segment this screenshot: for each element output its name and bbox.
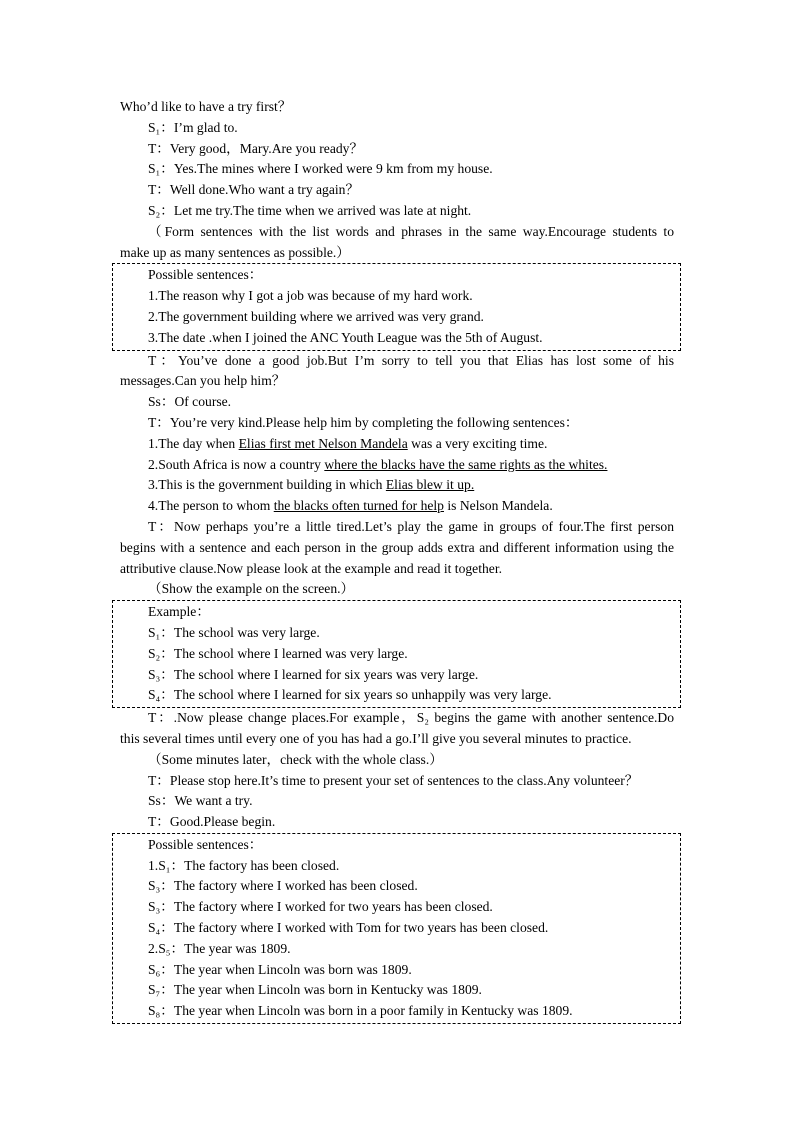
instruction-line: attributive clause.Now please look at the example and read it together. bbox=[120, 560, 502, 576]
completion-sentences bbox=[120, 434, 674, 517]
dialogue-line: S₁：Yes.The mines where I worked were 9 km from my house. bbox=[148, 161, 493, 177]
sentence-item: S₃：The factory where I worked has been closed. bbox=[148, 878, 418, 894]
example-box bbox=[112, 600, 681, 708]
sentence-item: S₇：The year when Lincoln was born in Kentucky was 1809. bbox=[148, 982, 482, 998]
sentence-stem: 2.South Africa is now a country bbox=[148, 456, 325, 472]
dialogue-line: T：You’ve done a good job.But I’m sorry to tell you that Elias has lost some of his bbox=[148, 352, 674, 368]
box-heading: Possible sentences： bbox=[148, 836, 263, 852]
possible-sentences-box bbox=[112, 263, 681, 350]
document-page bbox=[120, 97, 674, 1024]
instruction-line: begins with a sentence and each person in the group adds extra and different information using the bbox=[120, 539, 674, 555]
opening-dialogue bbox=[120, 97, 674, 222]
dialogue-line: T：You’re very kind.Please help him by completing the following sentences： bbox=[148, 414, 579, 430]
sentence-item: 2.The government building where we arrived was very grand. bbox=[148, 308, 484, 324]
instruction-line: （Show the example on the screen.） bbox=[148, 581, 355, 597]
practice-dialogue bbox=[120, 708, 674, 833]
box-heading: Example： bbox=[148, 604, 210, 620]
instruction-line: T：Now perhaps you’re a little tired.Let’s play the game in groups of four.The first person bbox=[148, 518, 674, 534]
dialogue-line: T：Please stop here.It’s time to present your set of sentences to the class.Any volunteer？ bbox=[148, 772, 639, 788]
instruction-note bbox=[120, 222, 674, 264]
dialogue-line: T：Good.Please begin. bbox=[148, 814, 276, 830]
example-item: S₄：The school where I learned for six years so unhappily was very large. bbox=[148, 687, 552, 703]
dialogue-line: S₂：Let me try.The time when we arrived was late at night. bbox=[148, 202, 472, 218]
underlined-answer: Elias blew it up. bbox=[385, 477, 475, 493]
sentence-item: S₄：The factory where I worked with Tom for two years has been closed. bbox=[148, 920, 549, 936]
sentence-item: S₆：The year when Lincoln was born was 1809. bbox=[148, 961, 412, 977]
instruction-line: make up as many sentences as possible.） bbox=[120, 244, 350, 260]
sentence-stem: 4.The person to whom bbox=[148, 498, 274, 514]
dialogue-line: Ss：Of course. bbox=[148, 394, 232, 410]
example-item: S₂：The school where I learned was very large. bbox=[148, 645, 408, 661]
possible-sentences-box bbox=[112, 833, 681, 1024]
instruction-line: （Form sentences with the list words and phrases in the same way.Encourage students to bbox=[148, 223, 674, 239]
sentence-item: 2.S₅：The year was 1809. bbox=[148, 940, 291, 956]
example-item: S₃：The school where I learned for six years was very large. bbox=[148, 666, 479, 682]
example-item: S₁：The school was very large. bbox=[148, 624, 320, 640]
box-heading: Possible sentences： bbox=[148, 267, 263, 283]
underlined-answer: where the blacks have the same rights as the whites. bbox=[324, 456, 608, 472]
dialogue-prompt: Who’d like to have a try first？ bbox=[120, 99, 292, 114]
sentence-item: S₈：The year when Lincoln was born in a poor family in Kentucky was 1809. bbox=[148, 1003, 573, 1019]
sentence-stem: 3.This is the government building in which bbox=[148, 477, 386, 493]
sentence-ending: is Nelson Mandela. bbox=[443, 498, 553, 514]
completion-sentence bbox=[120, 475, 674, 496]
dialogue-line: T：.Now please change places.For example，S₂ begins the game with another sentence.Do bbox=[148, 710, 674, 726]
dialogue-line: T：Very good，Mary.Are you ready？ bbox=[148, 140, 364, 156]
dialogue-line: T：Well done.Who want a try again？ bbox=[148, 182, 360, 198]
underlined-answer: the blacks often turned for help bbox=[273, 498, 444, 514]
completion-sentence bbox=[120, 434, 674, 455]
sentence-item: S₃：The factory where I worked for two years has been closed. bbox=[148, 899, 493, 915]
messages-dialogue bbox=[120, 351, 674, 434]
underlined-answer: Elias first met Nelson Mandela bbox=[238, 435, 408, 451]
sentence-stem: 1.The day when bbox=[148, 435, 239, 451]
completion-sentence bbox=[120, 496, 674, 517]
game-instructions bbox=[120, 517, 674, 600]
sentence-item: 1.The reason why I got a job was because of my hard work. bbox=[148, 288, 473, 304]
dialogue-line: （Some minutes later，check with the whole class.） bbox=[148, 751, 443, 767]
dialogue-line: this several times until every one of you has had a go.I’ll give you several minutes to practice. bbox=[120, 730, 632, 746]
sentence-item: 3.The date .when I joined the ANC Youth League was the 5th of August. bbox=[148, 329, 543, 345]
dialogue-line: S₁：I’m glad to. bbox=[148, 119, 238, 135]
dialogue-line: Ss：We want a try. bbox=[148, 793, 253, 809]
sentence-item: 1.S₁：The factory has been closed. bbox=[148, 857, 340, 873]
sentence-ending: was a very exciting time. bbox=[407, 435, 548, 451]
completion-sentence bbox=[120, 455, 674, 476]
dialogue-line: messages.Can you help him？ bbox=[120, 373, 286, 389]
